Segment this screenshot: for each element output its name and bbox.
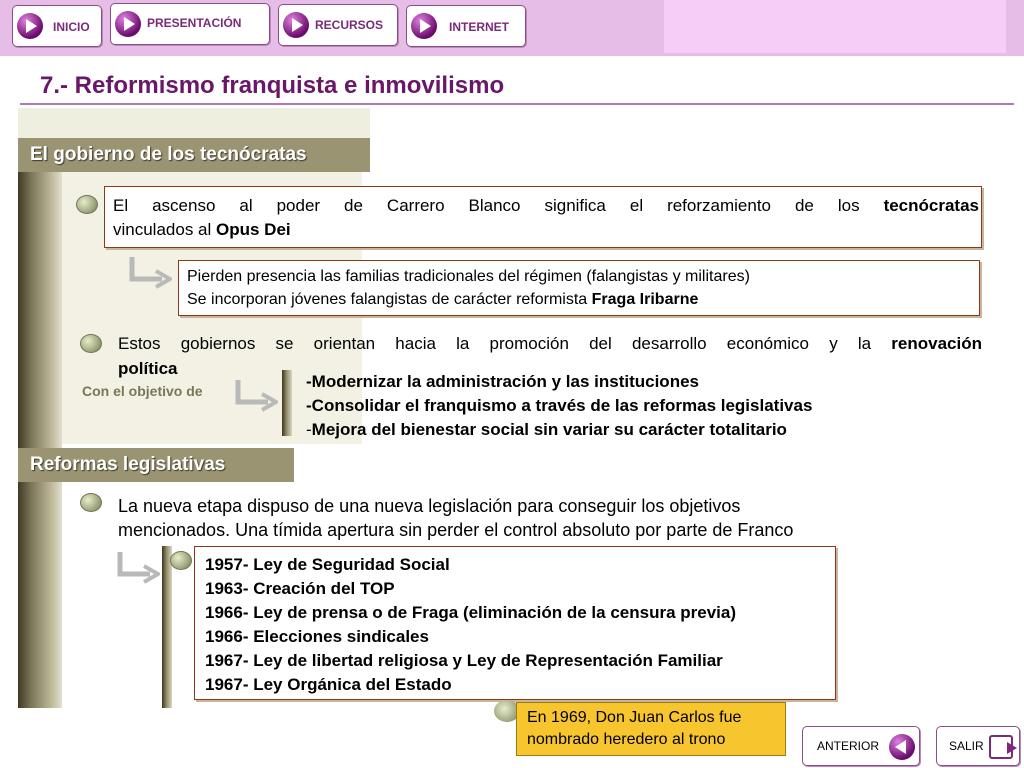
law-item <box>205 577 395 601</box>
reform-text-line1: La nueva etapa dispuso de una nueva legislación para conseguir los objetivos <box>118 496 741 516</box>
law-text: Ley de libertad religiosa y Ley de Representación Familiar <box>248 651 723 670</box>
nav-internet-button[interactable] <box>406 5 526 47</box>
section-header-reformas: Reformas legislativas <box>18 448 294 482</box>
point2-text-bold-renovacion: renovación <box>891 334 982 353</box>
nav-recursos-label: RECURSOS <box>315 18 384 32</box>
salir-button[interactable] <box>936 726 1020 766</box>
bullet-icon <box>80 493 102 512</box>
point-text-mid: vinculados al <box>113 220 217 239</box>
law-item <box>205 649 723 673</box>
law-text: Ley Orgánica del Estado <box>248 675 452 694</box>
law-year: 1967- <box>205 651 249 670</box>
sub-box-familias <box>178 260 980 316</box>
sub-text-line2-pre: Se incorporan jóvenes falangistas de carácter reformista <box>187 291 592 308</box>
bullet-icon <box>80 334 102 353</box>
page-title: 7.- Reformismo franquista e inmovilismo <box>40 72 505 99</box>
point2-text-pre: Estos gobiernos se orientan hacia la promoción del desarrollo económico y la <box>118 334 892 353</box>
law-item <box>205 601 736 625</box>
nav-presentacion-button[interactable] <box>110 3 270 45</box>
laws-bar <box>162 546 172 708</box>
point2-text-bold-politica: política <box>118 359 178 378</box>
play-arrow-icon <box>411 13 437 39</box>
connector-arrow-icon <box>114 550 160 584</box>
nav-presentacion-label: PRESENTACIÓN <box>147 16 242 30</box>
sub-text-bold-fraga: Fraga Iribarne <box>591 291 699 308</box>
point-text-bold-opus: Opus Dei <box>216 220 291 239</box>
law-item <box>205 625 429 649</box>
law-text: Creación del TOP <box>248 579 395 598</box>
nav-inicio-button[interactable] <box>12 5 102 47</box>
play-arrow-icon <box>17 13 43 39</box>
law-year: 1966- <box>205 627 249 646</box>
bullet-icon <box>76 195 98 214</box>
anterior-label: ANTERIOR <box>817 739 880 753</box>
back-arrow-icon <box>889 734 915 760</box>
point-text-pre: El ascenso al poder de Carrero Blanco significa el reforzamiento de los <box>113 196 884 215</box>
objective-item-text: Mejora del bienestar social sin variar su carácter totalitario <box>311 420 787 439</box>
anterior-button[interactable] <box>802 726 920 766</box>
point2-text-line2 <box>118 357 178 381</box>
exit-icon <box>989 735 1013 759</box>
law-year: 1963- <box>205 579 249 598</box>
law-text: Elecciones sindicales <box>248 627 429 646</box>
objective-item: -Consolidar el franquismo a través de las reformas legislativas <box>306 396 813 415</box>
point-text-bold-tecnocratas: tecnócratas <box>883 196 979 215</box>
law-item <box>205 553 450 577</box>
objective-label: Con el objetivo de <box>82 383 203 399</box>
play-arrow-icon <box>115 11 141 37</box>
laws-box <box>194 546 836 700</box>
nav-recursos-button[interactable] <box>278 4 398 46</box>
bullet-icon <box>170 551 192 570</box>
heir-note: En 1969, Don Juan Carlos fue nombrado heredero al trono <box>516 702 786 756</box>
salir-label: SALIR <box>949 739 984 753</box>
reform-text-line2: mencionados. Una tímida apertura sin perder el control absoluto por parte de Franco <box>118 520 794 540</box>
sub-text-line2 <box>187 289 698 311</box>
sub-text-line1: Pierden presencia las familias tradicionales del régimen (falangistas y militares) <box>187 268 750 285</box>
law-text: Ley de prensa o de Fraga (eliminación de la censura previa) <box>248 603 736 622</box>
law-item <box>205 673 452 697</box>
law-year: 1966- <box>205 603 249 622</box>
law-text: Ley de Seguridad Social <box>248 555 450 574</box>
play-arrow-icon <box>283 12 309 38</box>
law-year: 1967- <box>205 675 249 694</box>
nav-internet-label: INTERNET <box>449 20 509 34</box>
point2-text-line1 <box>118 332 982 356</box>
nav-inicio-label: INICIO <box>53 20 90 34</box>
objective-item: -Modernizar la administración y las instituciones <box>306 372 699 391</box>
point-text-line2 <box>113 218 979 242</box>
objectives-bar <box>282 370 292 436</box>
top-nav-bar <box>0 0 1024 56</box>
objective-item <box>306 418 787 442</box>
objective-dash: - <box>306 420 312 439</box>
connector-arrow-icon <box>232 378 278 412</box>
sidebar-gradient <box>18 148 62 708</box>
law-year: 1957- <box>205 555 249 574</box>
title-divider <box>20 103 1014 105</box>
top-bar-panel <box>664 0 1006 53</box>
connector-arrow-icon <box>126 255 172 289</box>
point-box-carrero <box>104 186 982 248</box>
section-header-tecnocratas: El gobierno de los tecnócratas <box>18 138 370 172</box>
point-text-line1 <box>113 194 979 218</box>
